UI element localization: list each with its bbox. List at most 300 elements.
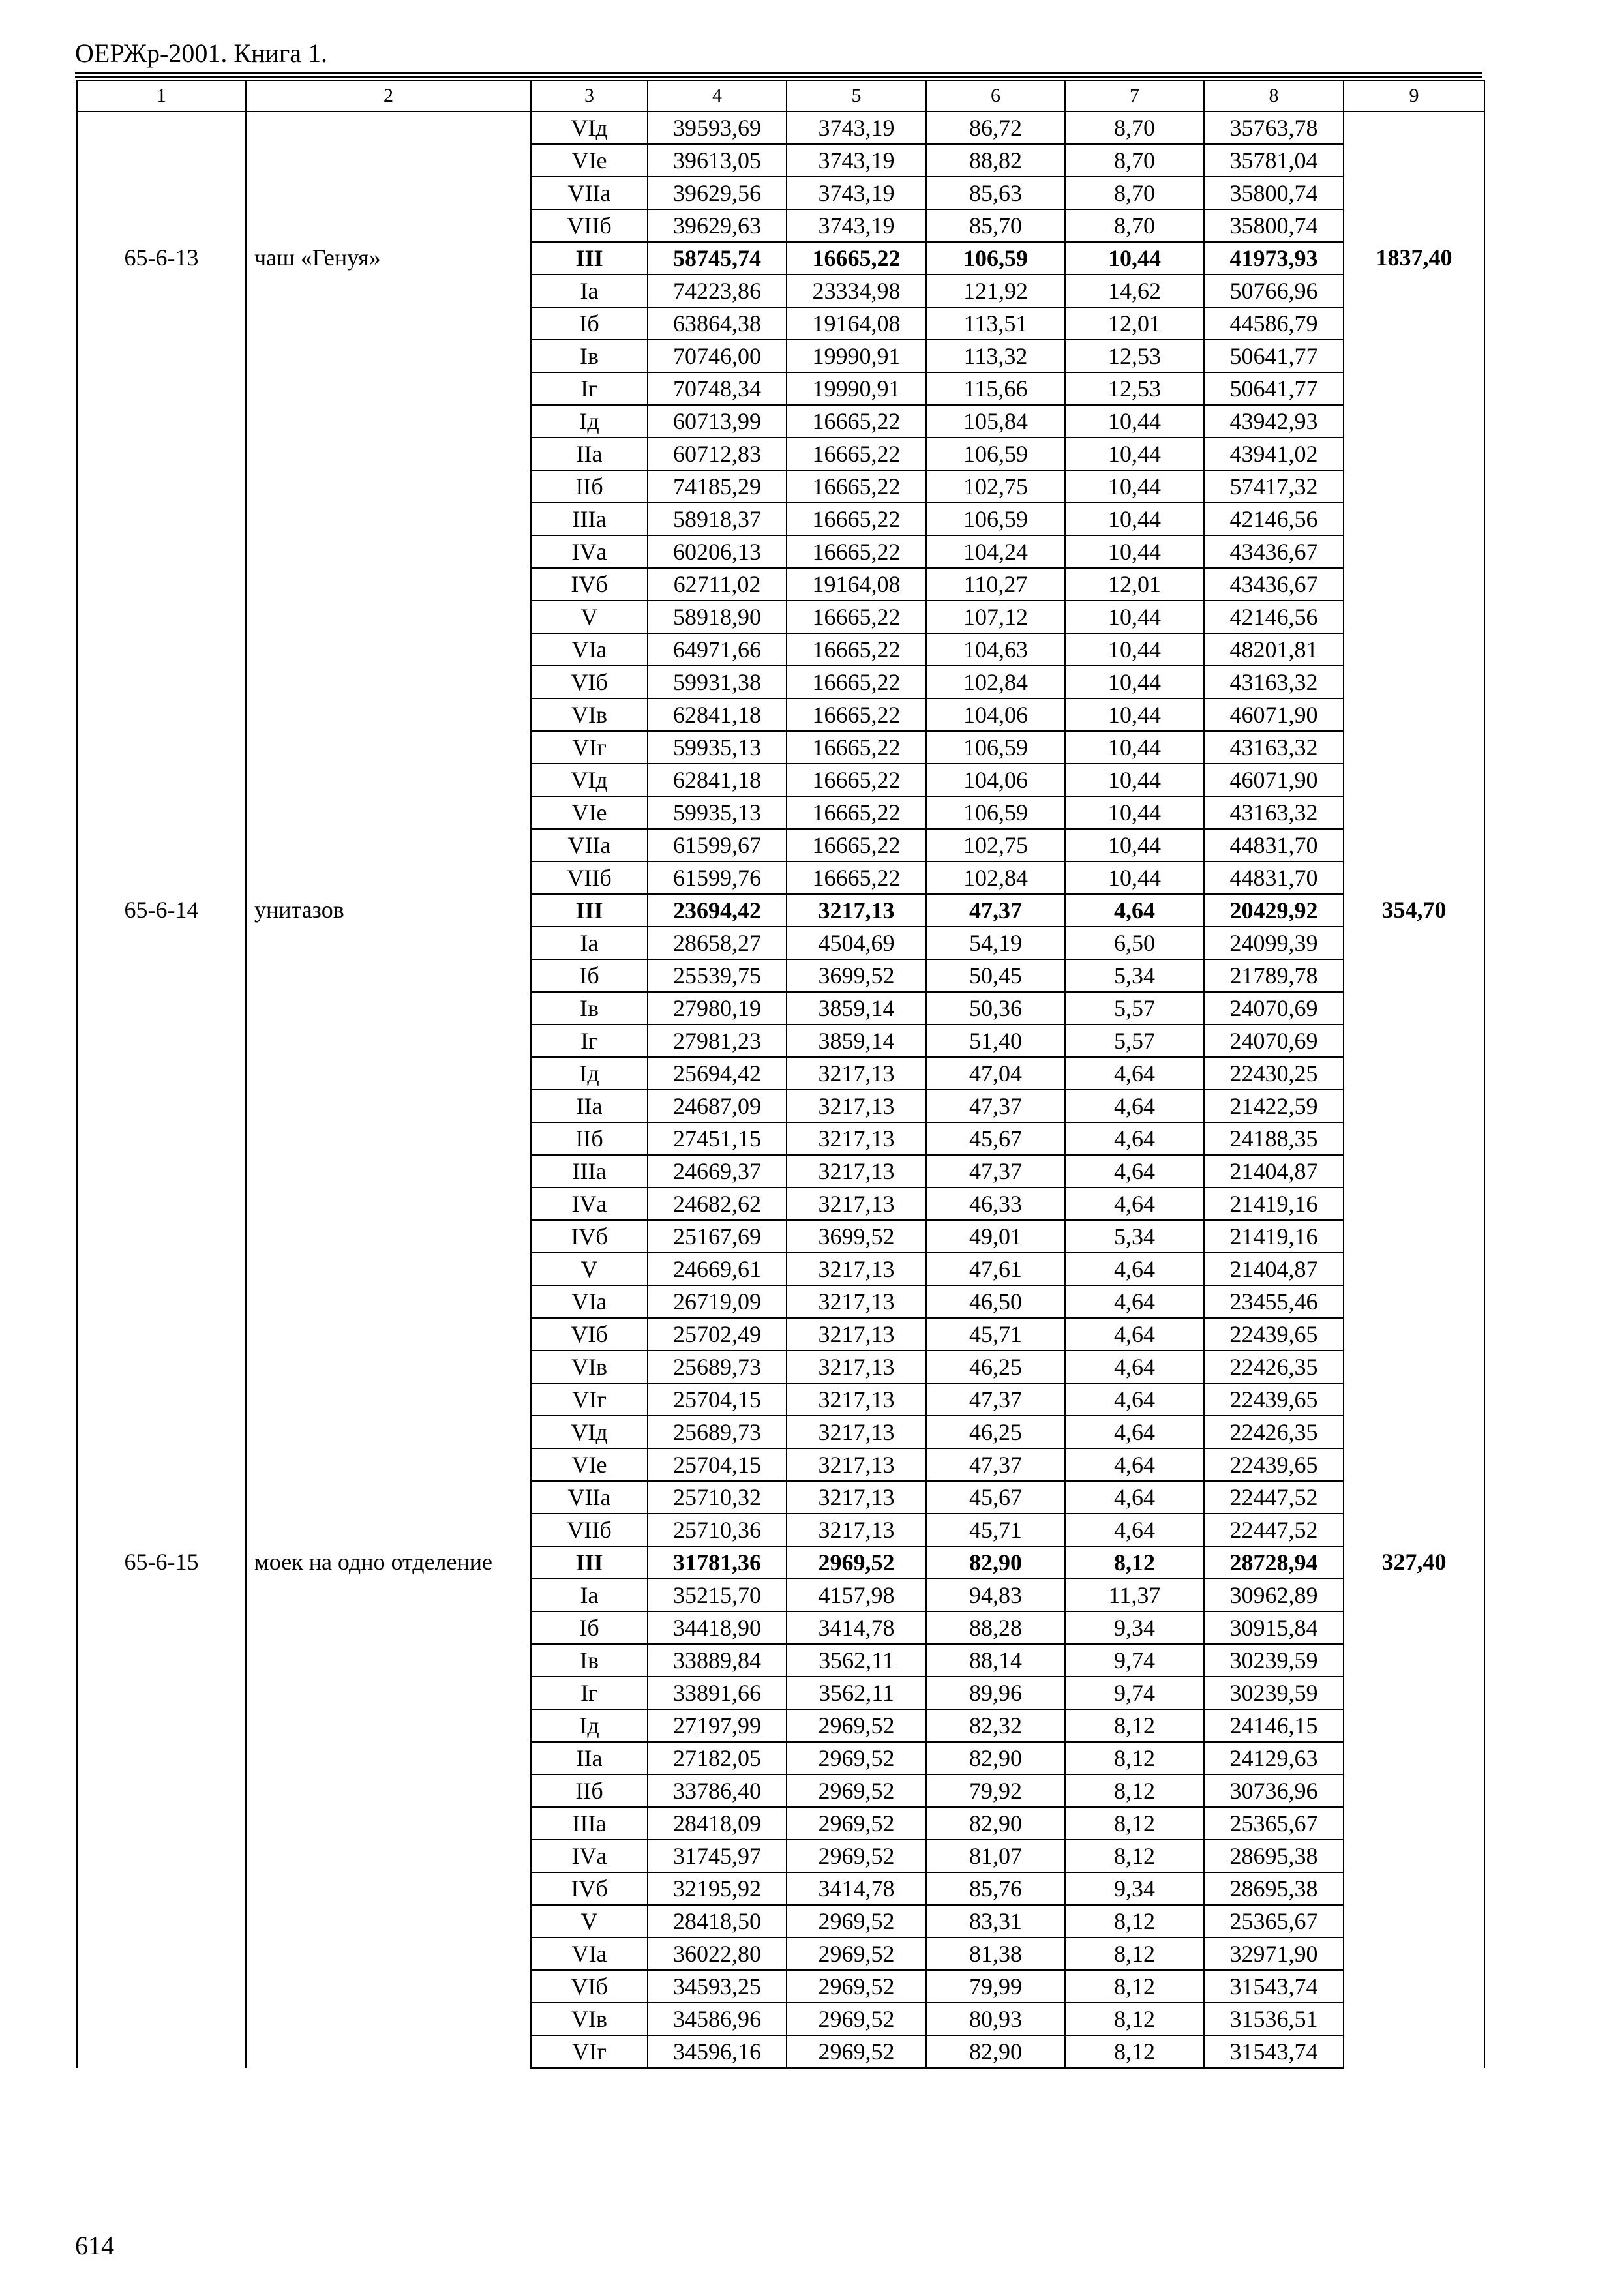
cost-materials: 22447,52 bbox=[1204, 1514, 1344, 1546]
header-rule-bottom bbox=[75, 76, 1482, 78]
cost-total: 39593,69 bbox=[648, 112, 787, 144]
cost-materials: 31543,74 bbox=[1204, 1970, 1344, 2003]
work-name bbox=[246, 1122, 531, 1155]
work-name: унитазов bbox=[246, 894, 531, 927]
cost-machines: 106,59 bbox=[926, 731, 1065, 764]
table-row bbox=[77, 2035, 1484, 2068]
region-zone: V bbox=[531, 1905, 648, 1937]
cost-wages: 3699,52 bbox=[787, 1220, 926, 1253]
unit-total bbox=[1344, 535, 1484, 568]
cost-machines: 89,96 bbox=[926, 1677, 1065, 1709]
norm-code bbox=[77, 1742, 246, 1774]
region-zone: Iб bbox=[531, 1611, 648, 1644]
region-zone: Iб bbox=[531, 959, 648, 992]
norm-code bbox=[77, 731, 246, 764]
cost-total: 25702,49 bbox=[648, 1318, 787, 1351]
region-zone: III bbox=[531, 1546, 648, 1579]
cost-machines: 88,82 bbox=[926, 144, 1065, 177]
cost-total: 60206,13 bbox=[648, 535, 787, 568]
table-row bbox=[77, 1709, 1484, 1742]
region-zone: IIIа bbox=[531, 1807, 648, 1840]
cost-wages: 4157,98 bbox=[787, 1579, 926, 1611]
cost-materials: 24188,35 bbox=[1204, 1122, 1344, 1155]
cost-total: 28418,09 bbox=[648, 1807, 787, 1840]
cost-drivers-wages: 10,44 bbox=[1065, 861, 1204, 894]
cost-drivers-wages: 14,62 bbox=[1065, 275, 1204, 307]
region-zone: VIIа bbox=[531, 829, 648, 861]
unit-total: 1837,40 bbox=[1344, 242, 1484, 275]
cost-wages: 2969,52 bbox=[787, 1970, 926, 2003]
cost-machines: 47,37 bbox=[926, 1155, 1065, 1188]
unit-total bbox=[1344, 1611, 1484, 1644]
price-table bbox=[76, 80, 1485, 2069]
cost-drivers-wages: 10,44 bbox=[1065, 666, 1204, 698]
header-rule-top bbox=[75, 72, 1482, 74]
unit-total bbox=[1344, 731, 1484, 764]
cost-total: 32195,92 bbox=[648, 1872, 787, 1905]
cost-machines: 80,93 bbox=[926, 2003, 1065, 2035]
cost-materials: 41973,93 bbox=[1204, 242, 1344, 275]
cost-machines: 83,31 bbox=[926, 1905, 1065, 1937]
cost-total: 70748,34 bbox=[648, 372, 787, 405]
cost-materials: 43436,67 bbox=[1204, 535, 1344, 568]
cost-materials: 48201,81 bbox=[1204, 633, 1344, 666]
unit-total bbox=[1344, 1579, 1484, 1611]
table-row bbox=[77, 1742, 1484, 1774]
cost-machines: 106,59 bbox=[926, 796, 1065, 829]
cost-total: 39613,05 bbox=[648, 144, 787, 177]
cost-drivers-wages: 8,12 bbox=[1065, 1807, 1204, 1840]
cost-drivers-wages: 4,64 bbox=[1065, 1351, 1204, 1383]
region-zone: III bbox=[531, 242, 648, 275]
norm-code bbox=[77, 1905, 246, 1937]
cost-drivers-wages: 4,64 bbox=[1065, 1318, 1204, 1351]
cost-wages: 3217,13 bbox=[787, 1481, 926, 1514]
cost-wages: 3217,13 bbox=[787, 1351, 926, 1383]
table-row bbox=[77, 601, 1484, 633]
cost-materials: 24070,69 bbox=[1204, 1025, 1344, 1057]
norm-code bbox=[77, 1351, 246, 1383]
region-zone: IVб bbox=[531, 1220, 648, 1253]
norm-code bbox=[77, 1285, 246, 1318]
cost-materials: 43941,02 bbox=[1204, 438, 1344, 470]
norm-code bbox=[77, 1970, 246, 2003]
work-name bbox=[246, 2003, 531, 2035]
norm-code bbox=[77, 1188, 246, 1220]
norm-code bbox=[77, 405, 246, 438]
work-name: моек на одно отделение bbox=[246, 1546, 531, 1579]
region-zone: VIIб bbox=[531, 1514, 648, 1546]
cost-machines: 47,04 bbox=[926, 1057, 1065, 1090]
work-name bbox=[246, 992, 531, 1025]
cost-machines: 45,71 bbox=[926, 1514, 1065, 1546]
norm-code bbox=[77, 568, 246, 601]
cost-total: 27980,19 bbox=[648, 992, 787, 1025]
column-number: 9 bbox=[1344, 80, 1484, 112]
cost-machines: 85,63 bbox=[926, 177, 1065, 209]
work-name bbox=[246, 601, 531, 633]
cost-drivers-wages: 10,44 bbox=[1065, 633, 1204, 666]
unit-total bbox=[1344, 340, 1484, 372]
table-row bbox=[77, 568, 1484, 601]
region-zone: VIв bbox=[531, 1351, 648, 1383]
norm-code bbox=[77, 307, 246, 340]
cost-machines: 50,45 bbox=[926, 959, 1065, 992]
unit-total bbox=[1344, 796, 1484, 829]
cost-drivers-wages: 10,44 bbox=[1065, 405, 1204, 438]
cost-drivers-wages: 10,44 bbox=[1065, 470, 1204, 503]
table-row bbox=[77, 1546, 1484, 1579]
work-name bbox=[246, 1285, 531, 1318]
norm-code: 65-6-15 bbox=[77, 1546, 246, 1579]
table-row bbox=[77, 1937, 1484, 1970]
norm-code bbox=[77, 601, 246, 633]
table-row bbox=[77, 242, 1484, 275]
unit-total bbox=[1344, 1970, 1484, 2003]
cost-drivers-wages: 10,44 bbox=[1065, 535, 1204, 568]
cost-machines: 82,90 bbox=[926, 1807, 1065, 1840]
cost-wages: 16665,22 bbox=[787, 764, 926, 796]
norm-code bbox=[77, 177, 246, 209]
unit-total bbox=[1344, 209, 1484, 242]
unit-total bbox=[1344, 1220, 1484, 1253]
table-row bbox=[77, 1253, 1484, 1285]
table-row bbox=[77, 1840, 1484, 1872]
work-name bbox=[246, 1057, 531, 1090]
norm-code: 65-6-13 bbox=[77, 242, 246, 275]
work-name bbox=[246, 1905, 531, 1937]
cost-total: 63864,38 bbox=[648, 307, 787, 340]
cost-total: 25704,15 bbox=[648, 1448, 787, 1481]
unit-total bbox=[1344, 1840, 1484, 1872]
cost-drivers-wages: 4,64 bbox=[1065, 1253, 1204, 1285]
cost-materials: 22426,35 bbox=[1204, 1351, 1344, 1383]
table-row bbox=[77, 1644, 1484, 1677]
work-name bbox=[246, 1514, 531, 1546]
document-header: ОЕРЖр-2001. Книга 1. bbox=[75, 38, 327, 68]
cost-wages: 16665,22 bbox=[787, 666, 926, 698]
norm-code bbox=[77, 1611, 246, 1644]
table-row bbox=[77, 894, 1484, 927]
cost-materials: 25365,67 bbox=[1204, 1905, 1344, 1937]
work-name bbox=[246, 1155, 531, 1188]
column-number-row bbox=[77, 80, 1484, 112]
cost-total: 25539,75 bbox=[648, 959, 787, 992]
region-zone: VIд bbox=[531, 1416, 648, 1448]
region-zone: Iг bbox=[531, 1677, 648, 1709]
work-name bbox=[246, 1383, 531, 1416]
cost-total: 59931,38 bbox=[648, 666, 787, 698]
cost-drivers-wages: 10,44 bbox=[1065, 764, 1204, 796]
table-row bbox=[77, 503, 1484, 535]
column-number: 8 bbox=[1204, 80, 1344, 112]
cost-materials: 35781,04 bbox=[1204, 144, 1344, 177]
table-row bbox=[77, 2003, 1484, 2035]
cost-machines: 102,75 bbox=[926, 829, 1065, 861]
region-zone: IVб bbox=[531, 568, 648, 601]
work-name: чаш «Генуя» bbox=[246, 242, 531, 275]
table-row bbox=[77, 1155, 1484, 1188]
cost-materials: 30736,96 bbox=[1204, 1774, 1344, 1807]
table-row bbox=[77, 1872, 1484, 1905]
cost-machines: 113,51 bbox=[926, 307, 1065, 340]
cost-machines: 105,84 bbox=[926, 405, 1065, 438]
norm-code bbox=[77, 633, 246, 666]
cost-wages: 16665,22 bbox=[787, 601, 926, 633]
cost-drivers-wages: 4,64 bbox=[1065, 1090, 1204, 1122]
cost-materials: 57417,32 bbox=[1204, 470, 1344, 503]
cost-drivers-wages: 8,12 bbox=[1065, 2003, 1204, 2035]
unit-total bbox=[1344, 1807, 1484, 1840]
norm-code bbox=[77, 698, 246, 731]
cost-total: 34593,25 bbox=[648, 1970, 787, 2003]
table-row bbox=[77, 861, 1484, 894]
cost-wages: 16665,22 bbox=[787, 242, 926, 275]
region-zone: IIIа bbox=[531, 1155, 648, 1188]
region-zone: IIа bbox=[531, 1090, 648, 1122]
cost-wages: 3414,78 bbox=[787, 1872, 926, 1905]
cost-drivers-wages: 5,34 bbox=[1065, 959, 1204, 992]
cost-wages: 16665,22 bbox=[787, 405, 926, 438]
region-zone: IIб bbox=[531, 1774, 648, 1807]
cost-drivers-wages: 8,70 bbox=[1065, 144, 1204, 177]
cost-drivers-wages: 12,01 bbox=[1065, 568, 1204, 601]
cost-materials: 46071,90 bbox=[1204, 764, 1344, 796]
table-row bbox=[77, 927, 1484, 959]
region-zone: VIIб bbox=[531, 861, 648, 894]
unit-total bbox=[1344, 307, 1484, 340]
cost-wages: 3217,13 bbox=[787, 1448, 926, 1481]
cost-materials: 50641,77 bbox=[1204, 372, 1344, 405]
norm-code bbox=[77, 992, 246, 1025]
column-number: 5 bbox=[787, 80, 926, 112]
cost-materials: 35800,74 bbox=[1204, 209, 1344, 242]
column-number: 6 bbox=[926, 80, 1065, 112]
cost-materials: 43436,67 bbox=[1204, 568, 1344, 601]
cost-wages: 2969,52 bbox=[787, 2003, 926, 2035]
cost-machines: 51,40 bbox=[926, 1025, 1065, 1057]
table-row bbox=[77, 1905, 1484, 1937]
unit-total bbox=[1344, 1090, 1484, 1122]
cost-drivers-wages: 8,70 bbox=[1065, 177, 1204, 209]
norm-code bbox=[77, 927, 246, 959]
norm-code bbox=[77, 340, 246, 372]
region-zone: VIIа bbox=[531, 177, 648, 209]
page-number: 614 bbox=[75, 2231, 114, 2260]
cost-machines: 106,59 bbox=[926, 242, 1065, 275]
cost-total: 33786,40 bbox=[648, 1774, 787, 1807]
cost-machines: 46,50 bbox=[926, 1285, 1065, 1318]
work-name bbox=[246, 1481, 531, 1514]
cost-wages: 2969,52 bbox=[787, 1546, 926, 1579]
table-row bbox=[77, 177, 1484, 209]
cost-total: 58918,90 bbox=[648, 601, 787, 633]
work-name bbox=[246, 372, 531, 405]
region-zone: VIб bbox=[531, 1970, 648, 2003]
cost-machines: 88,14 bbox=[926, 1644, 1065, 1677]
cost-total: 35215,70 bbox=[648, 1579, 787, 1611]
cost-total: 39629,63 bbox=[648, 209, 787, 242]
cost-machines: 46,25 bbox=[926, 1416, 1065, 1448]
work-name bbox=[246, 1677, 531, 1709]
cost-total: 25167,69 bbox=[648, 1220, 787, 1253]
cost-materials: 43942,93 bbox=[1204, 405, 1344, 438]
work-name bbox=[246, 666, 531, 698]
cost-materials: 28695,38 bbox=[1204, 1840, 1344, 1872]
norm-code bbox=[77, 1514, 246, 1546]
unit-total bbox=[1344, 1448, 1484, 1481]
unit-total bbox=[1344, 112, 1484, 144]
table-row bbox=[77, 666, 1484, 698]
region-zone: VIг bbox=[531, 1383, 648, 1416]
work-name bbox=[246, 731, 531, 764]
cost-drivers-wages: 8,12 bbox=[1065, 2035, 1204, 2068]
cost-machines: 82,90 bbox=[926, 2035, 1065, 2068]
table-row bbox=[77, 209, 1484, 242]
work-name bbox=[246, 1253, 531, 1285]
norm-code bbox=[77, 470, 246, 503]
cost-materials: 43163,32 bbox=[1204, 731, 1344, 764]
region-zone: V bbox=[531, 601, 648, 633]
table-row bbox=[77, 1774, 1484, 1807]
cost-machines: 102,75 bbox=[926, 470, 1065, 503]
norm-code bbox=[77, 1481, 246, 1514]
cost-machines: 47,37 bbox=[926, 894, 1065, 927]
unit-total bbox=[1344, 1057, 1484, 1090]
cost-wages: 3217,13 bbox=[787, 1514, 926, 1546]
unit-total bbox=[1344, 1742, 1484, 1774]
unit-total bbox=[1344, 1709, 1484, 1742]
work-name bbox=[246, 2035, 531, 2068]
unit-total bbox=[1344, 1253, 1484, 1285]
unit-total bbox=[1344, 144, 1484, 177]
norm-code bbox=[77, 372, 246, 405]
cost-wages: 3743,19 bbox=[787, 112, 926, 144]
work-name bbox=[246, 861, 531, 894]
cost-total: 25710,36 bbox=[648, 1514, 787, 1546]
cost-wages: 3414,78 bbox=[787, 1611, 926, 1644]
work-name bbox=[246, 1840, 531, 1872]
cost-materials: 32971,90 bbox=[1204, 1937, 1344, 1970]
cost-materials: 24070,69 bbox=[1204, 992, 1344, 1025]
cost-drivers-wages: 4,64 bbox=[1065, 1481, 1204, 1514]
table-row bbox=[77, 1188, 1484, 1220]
cost-drivers-wages: 5,57 bbox=[1065, 992, 1204, 1025]
cost-wages: 19990,91 bbox=[787, 340, 926, 372]
cost-total: 31781,36 bbox=[648, 1546, 787, 1579]
work-name bbox=[246, 209, 531, 242]
region-zone: Iд bbox=[531, 1709, 648, 1742]
table-row bbox=[77, 307, 1484, 340]
cost-materials: 24146,15 bbox=[1204, 1709, 1344, 1742]
table-row bbox=[77, 1611, 1484, 1644]
region-zone: VIе bbox=[531, 796, 648, 829]
work-name bbox=[246, 796, 531, 829]
cost-wages: 2969,52 bbox=[787, 1742, 926, 1774]
cost-machines: 94,83 bbox=[926, 1579, 1065, 1611]
cost-materials: 21419,16 bbox=[1204, 1220, 1344, 1253]
norm-code bbox=[77, 1318, 246, 1351]
cost-total: 26719,09 bbox=[648, 1285, 787, 1318]
norm-code bbox=[77, 1937, 246, 1970]
cost-materials: 35800,74 bbox=[1204, 177, 1344, 209]
norm-code bbox=[77, 535, 246, 568]
cost-machines: 49,01 bbox=[926, 1220, 1065, 1253]
cost-machines: 110,27 bbox=[926, 568, 1065, 601]
norm-code bbox=[77, 112, 246, 144]
norm-code bbox=[77, 1122, 246, 1155]
cost-drivers-wages: 12,01 bbox=[1065, 307, 1204, 340]
cost-drivers-wages: 4,64 bbox=[1065, 1285, 1204, 1318]
cost-materials: 50641,77 bbox=[1204, 340, 1344, 372]
cost-materials: 22447,52 bbox=[1204, 1481, 1344, 1514]
cost-total: 33889,84 bbox=[648, 1644, 787, 1677]
table-row bbox=[77, 1970, 1484, 2003]
table-row bbox=[77, 1807, 1484, 1840]
work-name bbox=[246, 568, 531, 601]
cost-drivers-wages: 10,44 bbox=[1065, 829, 1204, 861]
unit-total bbox=[1344, 177, 1484, 209]
region-zone: V bbox=[531, 1253, 648, 1285]
cost-materials: 21422,59 bbox=[1204, 1090, 1344, 1122]
work-name bbox=[246, 633, 531, 666]
cost-total: 61599,76 bbox=[648, 861, 787, 894]
cost-wages: 16665,22 bbox=[787, 470, 926, 503]
cost-total: 23694,42 bbox=[648, 894, 787, 927]
cost-machines: 104,06 bbox=[926, 698, 1065, 731]
cost-total: 28658,27 bbox=[648, 927, 787, 959]
cost-materials: 30239,59 bbox=[1204, 1644, 1344, 1677]
unit-total bbox=[1344, 1644, 1484, 1677]
work-name bbox=[246, 1774, 531, 1807]
unit-total bbox=[1344, 275, 1484, 307]
column-number: 4 bbox=[648, 80, 787, 112]
unit-total bbox=[1344, 1677, 1484, 1709]
cost-wages: 3217,13 bbox=[787, 1383, 926, 1416]
cost-total: 27197,99 bbox=[648, 1709, 787, 1742]
work-name bbox=[246, 1937, 531, 1970]
cost-materials: 24099,39 bbox=[1204, 927, 1344, 959]
cost-materials: 44831,70 bbox=[1204, 829, 1344, 861]
region-zone: VIа bbox=[531, 1285, 648, 1318]
norm-code bbox=[77, 1448, 246, 1481]
cost-total: 25694,42 bbox=[648, 1057, 787, 1090]
cost-drivers-wages: 4,64 bbox=[1065, 1416, 1204, 1448]
region-zone: Iв bbox=[531, 992, 648, 1025]
cost-machines: 79,99 bbox=[926, 1970, 1065, 2003]
cost-machines: 47,37 bbox=[926, 1090, 1065, 1122]
region-zone: III bbox=[531, 894, 648, 927]
cost-drivers-wages: 8,12 bbox=[1065, 1905, 1204, 1937]
cost-drivers-wages: 8,12 bbox=[1065, 1937, 1204, 1970]
work-name bbox=[246, 927, 531, 959]
work-name bbox=[246, 829, 531, 861]
cost-wages: 3743,19 bbox=[787, 177, 926, 209]
cost-materials: 42146,56 bbox=[1204, 601, 1344, 633]
cost-machines: 50,36 bbox=[926, 992, 1065, 1025]
table-row bbox=[77, 112, 1484, 144]
table-row bbox=[77, 144, 1484, 177]
region-zone: Iд bbox=[531, 405, 648, 438]
unit-total bbox=[1344, 829, 1484, 861]
cost-drivers-wages: 9,74 bbox=[1065, 1644, 1204, 1677]
unit-total bbox=[1344, 698, 1484, 731]
norm-code bbox=[77, 959, 246, 992]
cost-drivers-wages: 5,34 bbox=[1065, 1220, 1204, 1253]
cost-drivers-wages: 4,64 bbox=[1065, 1383, 1204, 1416]
cost-machines: 45,67 bbox=[926, 1122, 1065, 1155]
cost-machines: 88,28 bbox=[926, 1611, 1065, 1644]
